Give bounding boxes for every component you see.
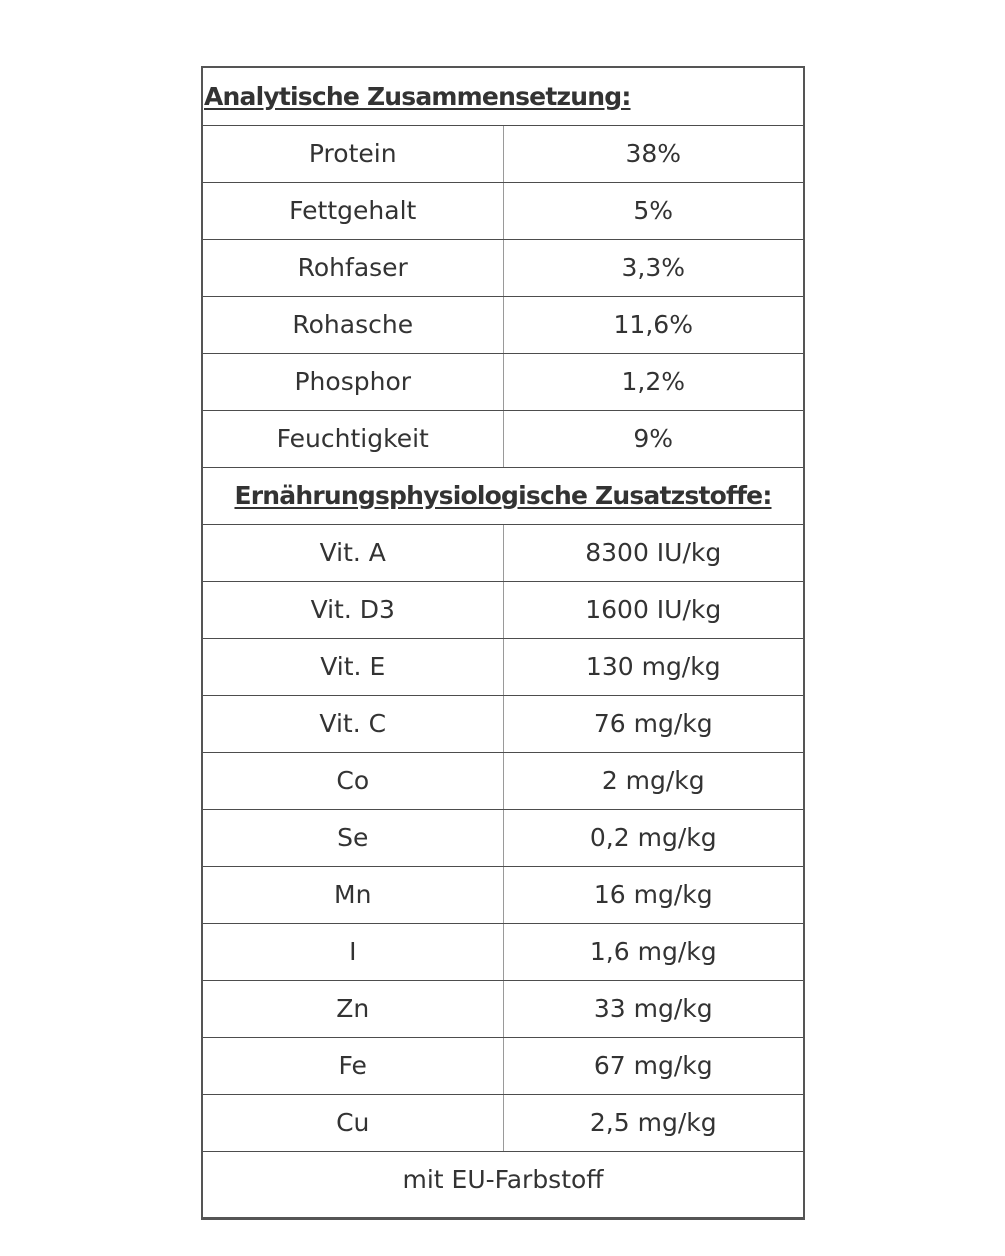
nutrition-table bbox=[203, 68, 803, 1208]
analysis-heading: Analytische Zusammensetzung: bbox=[203, 68, 803, 125]
row-label: Fettgehalt bbox=[203, 182, 503, 239]
row-label: Zn bbox=[203, 980, 503, 1037]
row-value: 5% bbox=[503, 182, 803, 239]
footnote-row bbox=[203, 1151, 803, 1208]
row-value: 76 mg/kg bbox=[503, 695, 803, 752]
row-value: 38% bbox=[503, 125, 803, 182]
nutrition-table-frame bbox=[201, 66, 805, 1220]
row-value: 3,3% bbox=[503, 239, 803, 296]
table-row bbox=[203, 353, 803, 410]
row-value: 11,6% bbox=[503, 296, 803, 353]
row-value: 1600 IU/kg bbox=[503, 581, 803, 638]
row-value: 8300 IU/kg bbox=[503, 524, 803, 581]
row-value: 2 mg/kg bbox=[503, 752, 803, 809]
row-label: Rohasche bbox=[203, 296, 503, 353]
table-row bbox=[203, 296, 803, 353]
row-value: 1,2% bbox=[503, 353, 803, 410]
row-label: I bbox=[203, 923, 503, 980]
table-row bbox=[203, 923, 803, 980]
row-value: 16 mg/kg bbox=[503, 866, 803, 923]
table-row bbox=[203, 125, 803, 182]
row-value: 0,2 mg/kg bbox=[503, 809, 803, 866]
table-row bbox=[203, 581, 803, 638]
table-row bbox=[203, 410, 803, 467]
row-label: Vit. D3 bbox=[203, 581, 503, 638]
row-label: Phosphor bbox=[203, 353, 503, 410]
row-label: Rohfaser bbox=[203, 239, 503, 296]
table-row bbox=[203, 524, 803, 581]
row-label: Vit. C bbox=[203, 695, 503, 752]
row-value: 1,6 mg/kg bbox=[503, 923, 803, 980]
table-row bbox=[203, 695, 803, 752]
table-row bbox=[203, 638, 803, 695]
table-row bbox=[203, 809, 803, 866]
row-label: Cu bbox=[203, 1094, 503, 1151]
footnote: mit EU-Farbstoff bbox=[402, 1165, 604, 1195]
row-label: Vit. E bbox=[203, 638, 503, 695]
row-value: 9% bbox=[503, 410, 803, 467]
row-label: Protein bbox=[203, 125, 503, 182]
additives-heading-row bbox=[203, 467, 803, 524]
row-value: 2,5 mg/kg bbox=[503, 1094, 803, 1151]
analysis-heading-row bbox=[203, 68, 803, 125]
table-row bbox=[203, 1094, 803, 1151]
row-value: 33 mg/kg bbox=[503, 980, 803, 1037]
row-label: Vit. A bbox=[203, 524, 503, 581]
row-label: Fe bbox=[203, 1037, 503, 1094]
table-row bbox=[203, 980, 803, 1037]
row-label: Se bbox=[203, 809, 503, 866]
table-row bbox=[203, 866, 803, 923]
row-value: 130 mg/kg bbox=[503, 638, 803, 695]
table-row bbox=[203, 239, 803, 296]
row-label: Feuchtigkeit bbox=[203, 410, 503, 467]
table-row bbox=[203, 752, 803, 809]
additives-heading: Ernährungsphysiologische Zusatzstoffe: bbox=[203, 467, 803, 524]
table-row bbox=[203, 182, 803, 239]
row-label: Co bbox=[203, 752, 503, 809]
table-row bbox=[203, 1037, 803, 1094]
row-label: Mn bbox=[203, 866, 503, 923]
row-value: 67 mg/kg bbox=[503, 1037, 803, 1094]
